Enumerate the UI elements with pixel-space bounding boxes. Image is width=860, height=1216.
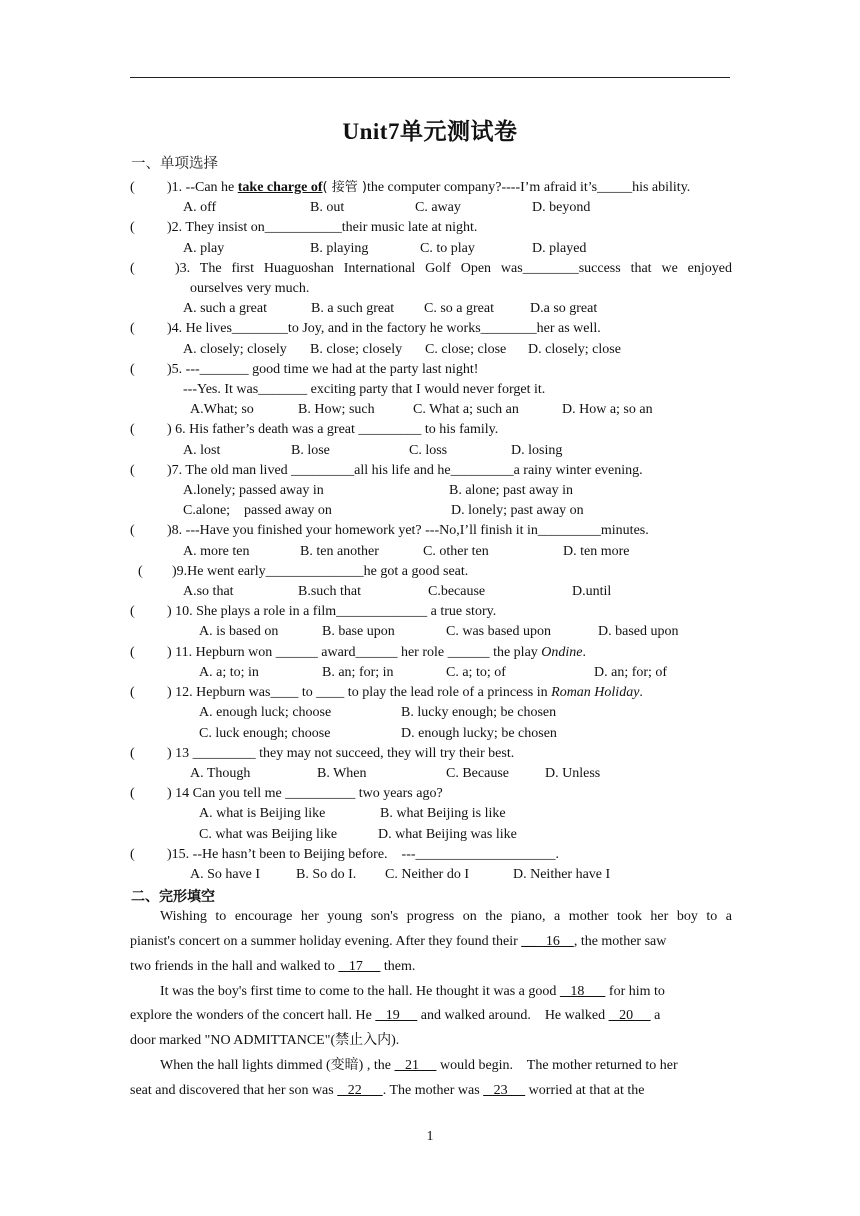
question-6: ( ) 6. His father’s death was a great _________ to his family. xyxy=(130,422,499,437)
option: D. what Beijing was like xyxy=(378,827,517,842)
option: B. close; closely xyxy=(310,342,403,357)
option: A. more ten xyxy=(183,544,250,559)
blank-21: 21 xyxy=(394,1058,437,1073)
option: D.a so great xyxy=(530,301,598,316)
option: B. base upon xyxy=(322,624,395,639)
cloze-line: pianist's concert on a summer holiday evening. After they found their __ 16 , the mother saw xyxy=(130,934,667,949)
option: B. ten another xyxy=(300,544,379,559)
question-1: ( )1. --Can he take charge of( 接管 )the computer company?----I’m afraid it’s_____his ability. xyxy=(130,178,732,198)
option: C.alone; passed away on xyxy=(183,503,332,518)
cloze-line: explore the wonders of the concert hall. He 19 and walked around. He walked 20 a xyxy=(130,1008,661,1023)
option: C. What a; such an xyxy=(413,402,519,417)
section-title-cloze: 二、完形填空 xyxy=(131,889,215,905)
blank-17: 17 xyxy=(338,959,381,974)
option: D. Unless xyxy=(545,766,601,781)
question-2: ( )2. They insist on___________their music late at night. xyxy=(130,220,478,235)
option: D.until xyxy=(572,584,612,599)
option: A. is based on xyxy=(199,624,279,639)
option: D. an; for; of xyxy=(594,665,668,680)
option: A.What; so xyxy=(190,402,254,417)
option: D. lonely; past away on xyxy=(451,503,584,518)
blank-18: 18 xyxy=(559,984,606,999)
option: D. How a; so an xyxy=(562,402,653,417)
blank-23: 23 xyxy=(483,1083,526,1098)
question-9: ( )9.He went early______________he got a good seat. xyxy=(138,564,469,579)
cloze-line: Wishing to encourage her young son's progress on the piano, a mother took her boy to a xyxy=(160,909,732,924)
header-rule xyxy=(130,77,730,78)
question-5-reply: ---Yes. It was_______ exciting party that I would never forget it. xyxy=(183,382,546,397)
option: C. luck enough; choose xyxy=(199,726,331,741)
option: B. lose xyxy=(291,443,330,458)
option: C. was based upon xyxy=(446,624,551,639)
option: C. Because xyxy=(446,766,509,781)
question-8: ( )8. ---Have you finished your homework yet? ---No,I’ll finish it in_________minutes. xyxy=(130,523,649,538)
section-title-multiple-choice: 一、单项选择 xyxy=(131,156,218,172)
cloze-line: It was the boy's first time to come to the hall. He thought it was a good 18 for him to xyxy=(160,984,665,999)
option: C. Neither do I xyxy=(385,867,469,882)
option: A. play xyxy=(183,241,225,256)
page-title: Unit7单元测试卷 xyxy=(342,119,518,144)
option: D. losing xyxy=(511,443,563,458)
option: C. other ten xyxy=(423,544,489,559)
option: A. lost xyxy=(183,443,221,458)
question-11: ( ) 11. Hepburn won ______ award______ her role ______ the play Ondine. xyxy=(130,645,587,660)
question-5: ( )5. ---_______ good time we had at the party last night! xyxy=(130,362,479,377)
blank-22: 22 xyxy=(337,1083,383,1098)
question-7: ( )7. The old man lived _________all his life and he_________a rainy winter evening. xyxy=(130,463,643,478)
option: B. alone; past away in xyxy=(449,483,574,498)
question-15: ( )15. --He hasn’t been to Beijing before. ---____________________. xyxy=(130,847,560,862)
question-3: ( )3. The first Huaguoshan International Golf Open was________success that we enjoyed xyxy=(130,261,732,276)
question-10: ( ) 10. She plays a role in a film_____________ a true story. xyxy=(130,604,497,619)
option: C. to play xyxy=(420,241,475,256)
cloze-line: door marked "NO ADMITTANCE"(禁止入内). xyxy=(130,1033,400,1048)
question-14: ( ) 14 Can you tell me __________ two years ago? xyxy=(130,786,443,801)
option: D. enough lucky; be chosen xyxy=(401,726,557,741)
cloze-line: seat and discovered that her son was 22 . The mother was 23 worried at that at the xyxy=(130,1083,645,1098)
question-12: ( ) 12. Hepburn was____ to ____ to play the lead role of a princess in Roman Holiday. xyxy=(130,685,643,700)
option: A. So have I xyxy=(190,867,260,882)
option: A. what is Beijing like xyxy=(199,806,326,821)
option: B.such that xyxy=(298,584,361,599)
blank-19: 19 xyxy=(375,1008,418,1023)
option: B. what Beijing is like xyxy=(380,806,506,821)
question-13: ( ) 13 _________ they may not succeed, they will try their best. xyxy=(130,746,515,761)
question-4: ( )4. He lives________to Joy, and in the factory he works________her as well. xyxy=(130,321,601,336)
option: A. Though xyxy=(190,766,251,781)
option: D. played xyxy=(532,241,587,256)
option: C. so a great xyxy=(424,301,494,316)
option: C. away xyxy=(415,200,461,215)
option: C. what was Beijing like xyxy=(199,827,338,842)
option: C. close; close xyxy=(425,342,507,357)
option: C. a; to; of xyxy=(446,665,506,680)
option: B. So do I. xyxy=(296,867,357,882)
page-number: 1 xyxy=(426,1129,434,1144)
option: D. Neither have I xyxy=(513,867,611,882)
option: A. such a great xyxy=(183,301,267,316)
option: B. When xyxy=(317,766,367,781)
option: B. How; such xyxy=(298,402,375,417)
option: C. loss xyxy=(409,443,448,458)
option: A. enough luck; choose xyxy=(199,705,332,720)
option: C.because xyxy=(428,584,486,599)
option: D. beyond xyxy=(532,200,591,215)
cloze-line: two friends in the hall and walked to 17 them. xyxy=(130,959,416,974)
question-3-line-2: ourselves very much. xyxy=(190,281,310,296)
blank-20: 20 xyxy=(608,1008,651,1023)
option: D. based upon xyxy=(598,624,679,639)
option: A.so that xyxy=(183,584,234,599)
option: D. closely; close xyxy=(528,342,621,357)
option: B. out xyxy=(310,200,345,215)
key-phrase: take charge of xyxy=(237,180,323,195)
option: A.lonely; passed away in xyxy=(183,483,324,498)
option: B. playing xyxy=(310,241,369,256)
option: D. ten more xyxy=(563,544,630,559)
option: A. off xyxy=(183,200,217,215)
cloze-line: When the hall lights dimmed (变暗) , the 21 would begin. The mother returned to her xyxy=(160,1058,678,1073)
option: A. a; to; in xyxy=(199,665,259,680)
option: A. closely; closely xyxy=(183,342,287,357)
option: B. a such great xyxy=(311,301,395,316)
option: B. lucky enough; be chosen xyxy=(401,705,557,720)
option: B. an; for; in xyxy=(322,665,394,680)
answer-paren: ( xyxy=(130,180,135,195)
blank-16: __ 16 xyxy=(521,934,574,949)
